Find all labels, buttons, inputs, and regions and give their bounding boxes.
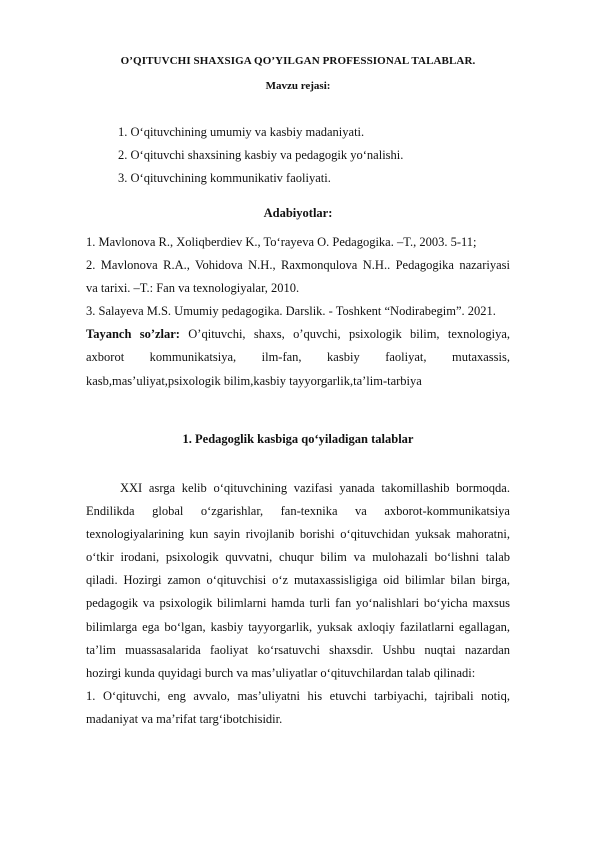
section-heading: 1. Pedagoglik kasbiga qo‘yiladigan talablar [182, 432, 414, 446]
paragraph-line: bilimlarga ega bo‘lgan, kasbiy tayyorgarlik, yuksak axloqiy fazilatlarni egallagan, [86, 619, 510, 634]
paragraph-line: Endilikda global o‘zgarishlar, fan-texnika va axborot-kommunikatsiya [86, 504, 510, 519]
keywords-text-line: kasb,mas’uliyat,psixologik bilim,kasbiy tayyorgarlik,ta’lim-tarbiya [86, 373, 422, 388]
paragraph-line: hozirgi kunda quyidagi burch va mas’uliyatlar o‘qituvchilardan talab qilinadi: [86, 665, 476, 680]
keywords-label: Tayanch so’zlar: [86, 327, 180, 342]
body-paragraphs [86, 477, 510, 731]
reference-item-line: 2. Mavlonova R.A., Vohidova N.H., Raxmonqulova N.H.. Pedagogika nazariyasi [86, 258, 510, 273]
plan-list [118, 121, 403, 190]
paragraph-line: texnologiyalarining kun sayin rivojlanib borishi o‘qituvchidan yuksak mahoratni, [86, 527, 510, 542]
paragraph-line: XXI asrga kelib o‘qituvchining vazifasi yanada takomillashib bormoqda. [120, 481, 510, 495]
reference-item-line: va tarixi. –T.: Fan va texnologiyalar, 2010. [86, 281, 300, 296]
paragraph-line: ta’lim muassasalarida faoliyat ko‘rsatuvchi shaxsdir. Ushbu nuqtai nazardan [86, 642, 510, 657]
paragraph-line: pedagogik va psixologik bilimlarni hamda turli fan yo‘nalishlari bo‘yicha maxsus [86, 596, 510, 611]
paragraph-line: qiladi. Hozirgi zamon o‘qituvchisi o‘z mutaxassisligiga oid bilimlar bilan birga, [86, 573, 510, 588]
paragraph-line: 1. O‘qituvchi, eng avvalo, mas’uliyatni his etuvchi tarbiyachi, tajribali notiq, [86, 688, 510, 703]
plan-subtitle: Mavzu rejasi: [265, 80, 331, 92]
plan-item: 3. O‘qituvchining kommunikativ faoliyati. [118, 171, 331, 185]
keywords-text: O’qituvchi, shaxs, o’quvchi, psixologik bilim, texnologiya, [179, 327, 510, 342]
plan-item: 1. O‘qituvchining umumiy va kasbiy madaniyati. [118, 125, 365, 139]
plan-item: 2. O‘qituvchi shaxsining kasbiy va pedagogik yo‘nalishi. [118, 148, 404, 162]
keywords-line [86, 323, 510, 346]
reference-item: 1. Mavlonova R., Xoliqberdiev K., To‘rayeva O. Pedagogika. –T., 2003. 5-11; [86, 235, 477, 249]
references-heading: Adabiyotlar: [263, 206, 333, 220]
keywords-text-line: axborot kommunikatsiya, ilm-fan, kasbiy faoliyat, mutaxassis, [86, 350, 510, 365]
paragraph-line: o‘tkir irodani, psixologik quvvatni, chuqur bilim va mulohazali bo‘lishni talab [86, 550, 510, 565]
paragraph-line: madaniyat va ma’rifat targ‘ibotchisidir. [86, 711, 283, 726]
document-title: O’QITUVCHI SHAXSIGA QO’YILGAN PROFESSIONAL TALABLAR. [120, 55, 476, 67]
references-block [86, 231, 510, 393]
reference-item: 3. Salayeva M.S. Umumiy pedagogika. Darslik. - Toshkent “Nodirabegim”. 2021. [86, 304, 496, 319]
